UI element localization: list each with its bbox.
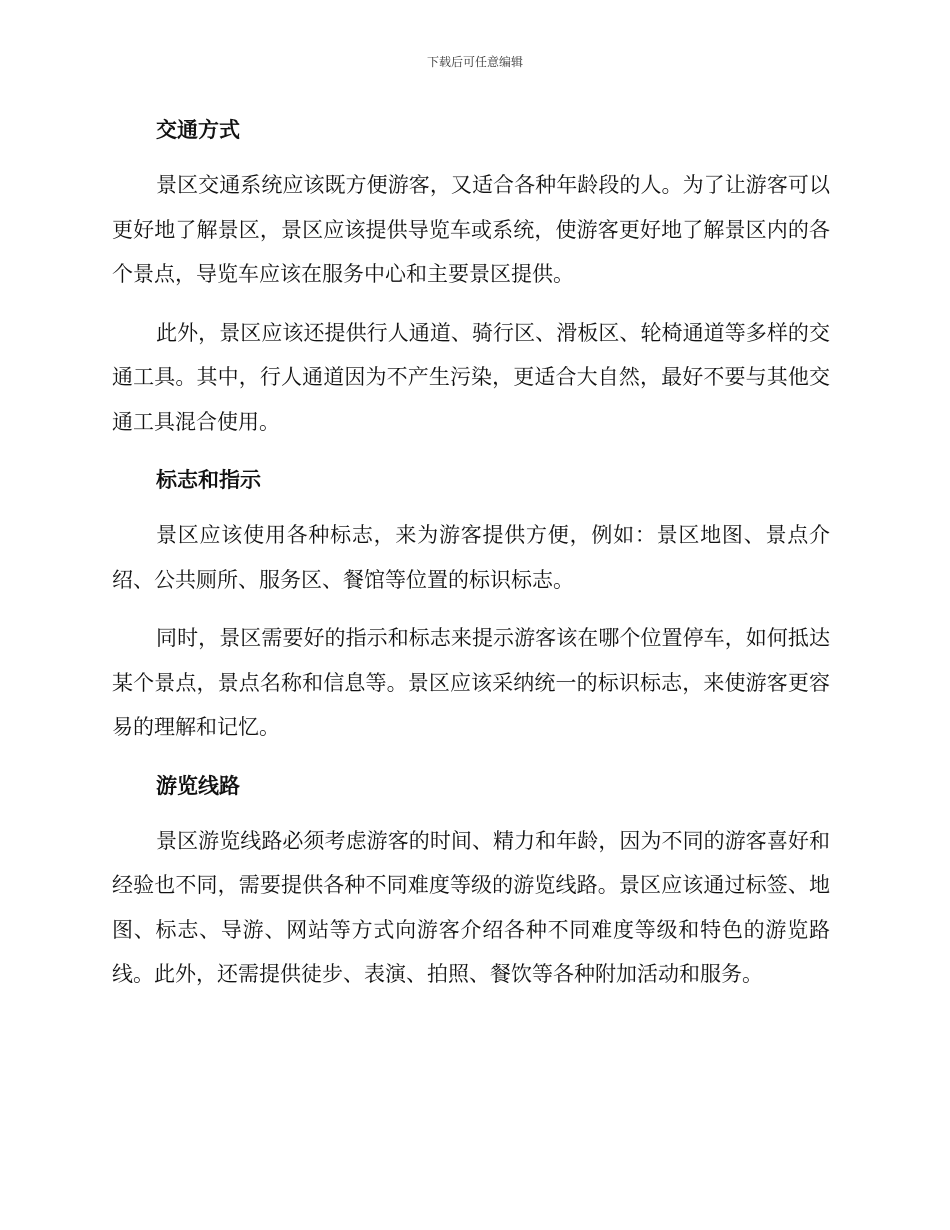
section-transport: [112, 108, 830, 444]
section-signage: [112, 458, 830, 750]
paragraph: 此外，景区应该还提供行人通道、骑行区、滑板区、轮椅通道等多样的交通工具。其中，行人通道因为不产生污染，更适合大自然，最好不要与其他交通工具混合使用。: [112, 320, 830, 434]
section-heading: 标志和指示: [156, 468, 261, 492]
paragraph: 景区交通系统应该既方便游客，又适合各种年龄段的人。为了让游客可以更好地了解景区，景区应该提供导览车或系统，使游客更好地了解景区内的各个景点，导览车应该在服务中心和主要景区提供。: [112, 173, 830, 286]
section-heading: 游览线路: [156, 773, 240, 798]
paragraph: 同时，景区需要好的指示和标志来提示游客该在哪个位置停车，如何抵达某个景点，景点名称和信息等。景区应该采纳统一的标识标志，来使游客更容易的理解和记忆。: [112, 626, 830, 739]
document-body: [112, 108, 830, 997]
header-note: 下载后可任意编辑: [426, 55, 523, 69]
paragraph: 景区应该使用各种标志，来为游客提供方便，例如：景区地图、景点介绍、公共厕所、服务区、餐馆等位置的标识标志。: [112, 523, 830, 592]
section-heading: 交通方式: [156, 118, 240, 142]
paragraph: 景区游览线路必须考虑游客的时间、精力和年龄，因为不同的游客喜好和经验也不同，需要提供各种不同难度等级的游览线路。景区应该通过标签、地图、标志、导游、网站等方式向游客介绍各种不同难度等级和特色的游览路线。此外，还需提供徒步、表演、拍照、餐饮等各种附加活动和服务。: [112, 828, 830, 986]
section-tour-routes: [112, 764, 830, 997]
